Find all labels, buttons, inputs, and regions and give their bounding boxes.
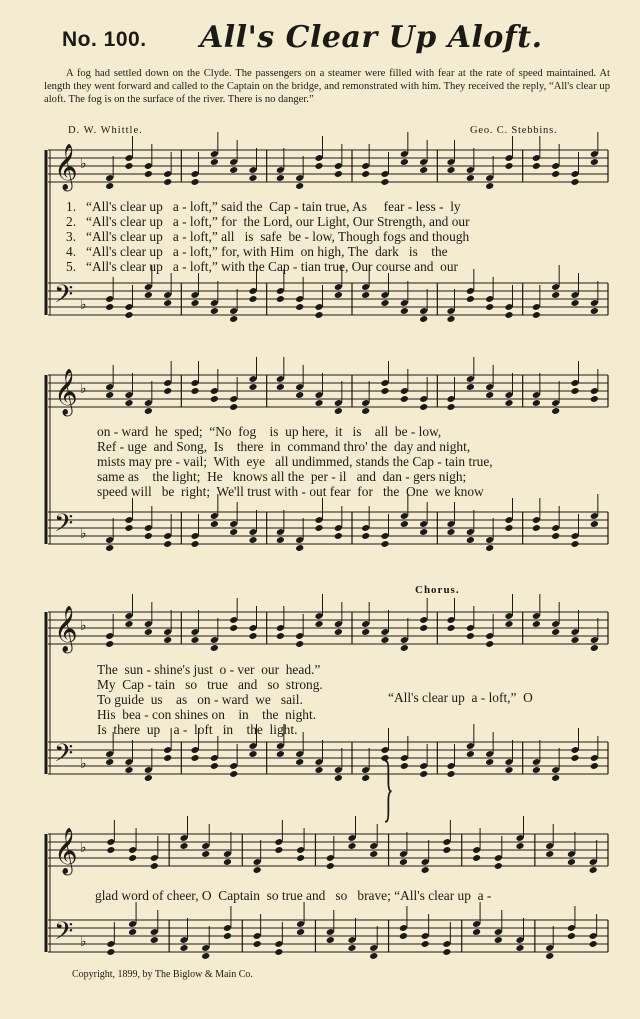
note-head [570, 540, 579, 548]
note-head [567, 932, 576, 940]
note-head [380, 636, 389, 644]
flat-icon: ♭ [80, 756, 87, 772]
note-head [253, 866, 262, 874]
chorus-tail: glad word of cheer, O Captain so true and so brave; “All's clear up a - [95, 888, 492, 903]
note-head [201, 850, 210, 858]
note-head [419, 624, 428, 632]
note-head [399, 932, 408, 940]
note-head [163, 299, 172, 307]
note-head [190, 387, 199, 395]
note-head [223, 858, 232, 866]
verse-line-1: 1. “All's clear up a - loft,” said the Cap - tain true, As fear - less - ly [66, 199, 461, 214]
note-head [380, 299, 389, 307]
note-head [421, 866, 430, 874]
note-head [485, 391, 494, 399]
note-head [124, 399, 133, 407]
note-head [314, 620, 323, 628]
note-head [295, 182, 304, 190]
note-head [163, 540, 172, 548]
copyright: Copyright, 1899, by The Biglow & Main Co. [72, 969, 253, 980]
note-head [466, 295, 475, 303]
note-head [570, 754, 579, 762]
chorus-line-1: The sun - shine's just o - ver our head.” [97, 662, 321, 677]
note-head [144, 774, 153, 782]
note-head [400, 644, 409, 652]
note-head [229, 770, 238, 778]
note-head [314, 766, 323, 774]
note-head [361, 628, 370, 636]
note-head [210, 762, 219, 770]
note-head [446, 166, 455, 174]
note-head [163, 754, 172, 762]
note-head [295, 544, 304, 552]
verse-line-4-cont: same as the light; He knows all the per - il and dan - gers nigh; [97, 469, 467, 484]
note-head [567, 858, 576, 866]
note-head [504, 524, 513, 532]
note-head [590, 158, 599, 166]
note-head [446, 624, 455, 632]
note-head [334, 291, 343, 299]
chorus-line-4: His bea - con shines on in the night. [97, 707, 317, 722]
note-head [150, 936, 159, 944]
note-head [229, 315, 238, 323]
treble-clef-icon: 𝄞 [54, 144, 78, 190]
note-head [124, 524, 133, 532]
note-head [248, 632, 257, 640]
note-head [442, 948, 451, 956]
note-head [361, 291, 370, 299]
note-head [210, 307, 219, 315]
note-head [314, 162, 323, 170]
flat-icon: ♭ [80, 156, 87, 172]
note-head [361, 407, 370, 415]
note-head [515, 944, 524, 952]
note-head [504, 620, 513, 628]
note-head [248, 536, 257, 544]
note-head [551, 628, 560, 636]
note-head [229, 528, 238, 536]
note-head [472, 928, 481, 936]
note-head [590, 644, 599, 652]
note-head [274, 948, 283, 956]
note-head [326, 936, 335, 944]
note-head [124, 162, 133, 170]
note-head [400, 307, 409, 315]
note-head [494, 936, 503, 944]
note-head [106, 948, 115, 956]
note-head [295, 391, 304, 399]
note-head [590, 762, 599, 770]
note-head [504, 766, 513, 774]
note-head [210, 158, 219, 166]
note-head [295, 303, 304, 311]
brace: } [383, 744, 394, 830]
note-head [532, 766, 541, 774]
note-head [446, 315, 455, 323]
note-head [105, 182, 114, 190]
note-head [276, 632, 285, 640]
note-head [419, 166, 428, 174]
hymn-number: No. 100. [62, 28, 147, 51]
note-head [590, 307, 599, 315]
flat-icon: ♭ [80, 840, 87, 856]
note-head [223, 932, 232, 940]
note-head [400, 395, 409, 403]
note-head [124, 620, 133, 628]
note-head [124, 766, 133, 774]
note-head [419, 403, 428, 411]
note-head [399, 858, 408, 866]
note-head [276, 174, 285, 182]
note-head [380, 178, 389, 186]
verse-lines-system-2 [97, 424, 493, 499]
chorus-line-3: To guide us as on - ward we sail. [97, 692, 303, 707]
note-head [485, 182, 494, 190]
note-head [190, 754, 199, 762]
bass-clef-icon: 𝄢 [54, 509, 74, 544]
note-head [446, 528, 455, 536]
music-composer: Geo. C. Stebbins. [470, 125, 558, 136]
bass-clef-icon: 𝄢 [54, 917, 74, 952]
note-head [179, 944, 188, 952]
note-head [570, 299, 579, 307]
note-head [276, 383, 285, 391]
note-head [466, 632, 475, 640]
note-head [334, 774, 343, 782]
note-head [485, 640, 494, 648]
note-head [163, 178, 172, 186]
note-head [515, 842, 524, 850]
note-head [419, 770, 428, 778]
chorus-line-2: My Cap - tain so true and so strong. [97, 677, 323, 692]
chorus-label: Chorus. [415, 584, 460, 596]
words-author: D. W. Whittle. [68, 125, 143, 136]
note-head [545, 850, 554, 858]
note-head [361, 170, 370, 178]
verse-lines-system-1 [66, 199, 470, 274]
note-head [144, 407, 153, 415]
note-head [276, 750, 285, 758]
note-head [466, 383, 475, 391]
note-head [400, 520, 409, 528]
note-head [253, 940, 262, 948]
note-head [485, 544, 494, 552]
note-head [144, 291, 153, 299]
note-head [442, 846, 451, 854]
note-head [551, 532, 560, 540]
chorus-lines [97, 662, 323, 737]
note-head [144, 170, 153, 178]
note-head [144, 628, 153, 636]
note-head [190, 178, 199, 186]
note-head [334, 170, 343, 178]
note-head [276, 536, 285, 544]
intro-paragraph: A fog had settled down on the Clyde. The passengers on a steamer were filled with fear at the rate of speed maintained. At length they went forward and called to the Captain on the bridge, and remonstrated with him. They received the reply, “All's clear up aloft. The fog is on the surface of the river. There is no danger.” [44, 68, 610, 105]
treble-clef-icon: 𝄞 [54, 606, 78, 652]
note-head [296, 854, 305, 862]
note-head [551, 774, 560, 782]
note-head [446, 403, 455, 411]
verse-line-5: 5. “All's clear up a - loft,” with the Cap - tian true, Our course and our [66, 259, 459, 274]
note-head [504, 399, 513, 407]
note-head [347, 842, 356, 850]
flat-icon: ♭ [80, 526, 87, 542]
chorus-refrain: “All's clear up a - loft,” O [388, 690, 533, 705]
note-head [190, 299, 199, 307]
verse-line-1-cont: on - ward he sped; “No fog is up here, it is all be - low, [97, 424, 442, 439]
note-head [105, 640, 114, 648]
note-head [128, 928, 137, 936]
note-head [210, 520, 219, 528]
note-head [144, 532, 153, 540]
note-head [485, 758, 494, 766]
note-head [472, 854, 481, 862]
note-head [419, 315, 428, 323]
note-head [347, 944, 356, 952]
note-head [532, 620, 541, 628]
note-head [295, 640, 304, 648]
note-head [361, 532, 370, 540]
verse-line-5-cont: speed will be right; We'll trust with - out fear for the One we know [97, 484, 484, 499]
note-head [106, 846, 115, 854]
note-head [532, 524, 541, 532]
note-head [421, 940, 430, 948]
note-head [274, 846, 283, 854]
note-head [210, 395, 219, 403]
flat-icon: ♭ [80, 618, 87, 634]
note-head [570, 387, 579, 395]
verse-line-3: 3. “All's clear up a - loft,” all is safe be - low, Though fogs and though [66, 229, 470, 244]
chorus-line-5: Is there up a - loft in the light. [97, 722, 298, 737]
treble-clef-icon: 𝄞 [54, 828, 78, 874]
note-head [380, 540, 389, 548]
note-head [380, 387, 389, 395]
note-head [551, 170, 560, 178]
note-head [105, 303, 114, 311]
flat-icon: ♭ [80, 934, 87, 950]
note-head [248, 295, 257, 303]
note-head [210, 644, 219, 652]
note-head [419, 528, 428, 536]
note-head [466, 174, 475, 182]
note-head [551, 291, 560, 299]
note-head [128, 854, 137, 862]
note-head [163, 636, 172, 644]
note-head [248, 383, 257, 391]
note-head [485, 303, 494, 311]
note-head [326, 862, 335, 870]
note-head [532, 399, 541, 407]
note-head [314, 524, 323, 532]
note-head [229, 403, 238, 411]
note-head [494, 862, 503, 870]
treble-clef-icon: 𝄞 [54, 369, 78, 415]
note-head [532, 311, 541, 319]
note-head [124, 311, 133, 319]
note-head [369, 850, 378, 858]
note-head [163, 387, 172, 395]
note-head [570, 178, 579, 186]
note-head [400, 158, 409, 166]
note-head [466, 750, 475, 758]
note-head [296, 928, 305, 936]
flat-icon: ♭ [80, 381, 87, 397]
verse-line-4: 4. “All's clear up a - loft,” for, with Him on high, The dark is the [66, 244, 448, 259]
note-head [466, 536, 475, 544]
note-head [400, 762, 409, 770]
note-head [334, 532, 343, 540]
note-head [369, 952, 378, 960]
flat-icon: ♭ [80, 297, 87, 313]
note-head [314, 399, 323, 407]
note-head [248, 174, 257, 182]
note-head [361, 774, 370, 782]
note-head [504, 162, 513, 170]
note-head [190, 636, 199, 644]
note-head [545, 952, 554, 960]
note-head [334, 628, 343, 636]
verse-line-2-cont: Ref - uge and Song, Is there in command thro' the day and night, [97, 439, 471, 454]
note-head [276, 295, 285, 303]
note-head [150, 862, 159, 870]
note-head [229, 166, 238, 174]
note-head [105, 391, 114, 399]
note-head [314, 311, 323, 319]
note-head [589, 940, 598, 948]
note-head [201, 952, 210, 960]
note-head [589, 866, 598, 874]
note-head [248, 750, 257, 758]
note-head [105, 758, 114, 766]
note-head [179, 842, 188, 850]
note-head [590, 395, 599, 403]
hymn-title: All's Clear Up Aloft. [200, 20, 543, 55]
note-head [229, 624, 238, 632]
note-head [190, 540, 199, 548]
note-head [551, 407, 560, 415]
verse-line-3-cont: mists may pre - vail; With eye all undimmed, stands the Cap - tain true, [97, 454, 493, 469]
bass-clef-icon: 𝄢 [54, 739, 74, 774]
note-head [295, 758, 304, 766]
verse-line-2: 2. “All's clear up a - loft,” for the Lord, our Light, Our Strength, and our [66, 214, 470, 229]
note-head [590, 520, 599, 528]
bass-clef-icon: 𝄢 [54, 280, 74, 315]
note-head [504, 311, 513, 319]
note-head [532, 162, 541, 170]
note-head [105, 544, 114, 552]
note-head [446, 770, 455, 778]
note-head [334, 407, 343, 415]
note-head [570, 636, 579, 644]
